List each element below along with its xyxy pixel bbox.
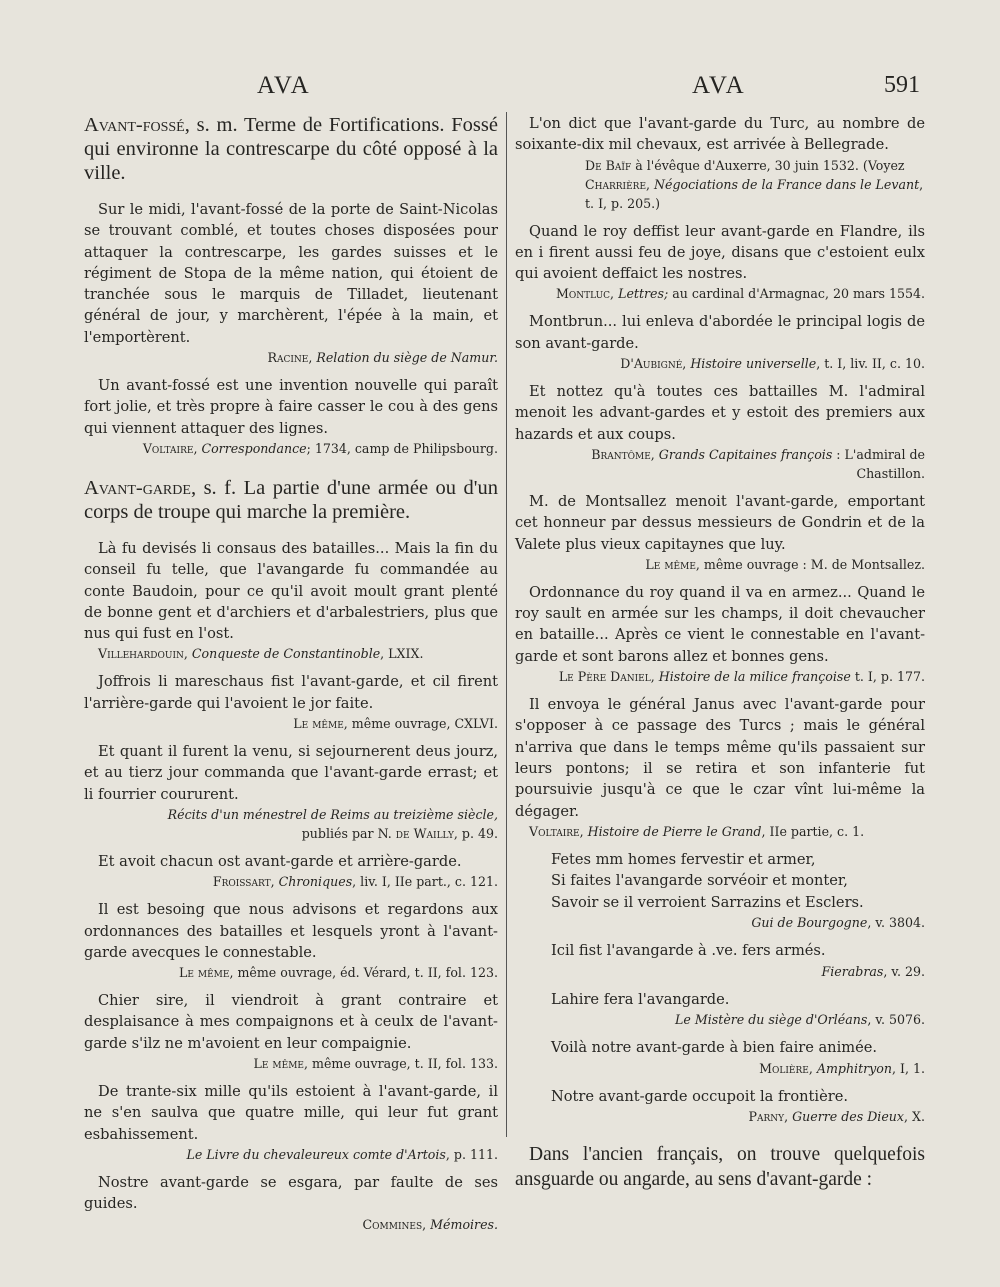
- citation-detail: : L'admiral de Chastillon.: [832, 446, 925, 481]
- page-number: 591: [884, 72, 920, 98]
- citation-detail: ; 1734, camp de Philipsbourg.: [306, 440, 498, 456]
- quotation: Un avant-fossé est une invention nouvelle qui paraît fort jolie, et très propre à faire casser le cou à des gens qui viennent attaquer des lignes.: [84, 377, 498, 437]
- column-divider: [506, 112, 507, 1137]
- citation-detail: même ouvrage, CXLVI.: [351, 716, 498, 732]
- verse-block: [551, 1086, 925, 1108]
- citation-work: Amphitryon: [816, 1060, 892, 1076]
- quotation: Et avoit chacun ost avant-garde et arrière-garde.: [98, 852, 462, 870]
- citation: [515, 913, 925, 932]
- quotation: Et nottez qu'à toutes ces battailles M. l'admiral menoit les advant-gardes et y estoit des premiers aux hazards et aux coups.: [515, 383, 925, 443]
- citation-work: Fierabras: [821, 963, 884, 979]
- citation: [515, 555, 925, 574]
- citation-detail: au cardinal d'Armagnac, 20 mars 1554.: [668, 286, 925, 302]
- left-column: [84, 113, 498, 1242]
- citation-author: Commines,: [362, 1216, 431, 1232]
- quotation: Il envoya le général Janus avec l'avant-garde pour s'opposer à ce passage des Turcs ; mais le général n'arriva que dans le temps même qu'ils passaient sur leurs pontons; il se retira et son infanterie fut poursuivie jusqu'à ce que le czar vînt lui-même la dégager.: [515, 696, 925, 820]
- citation: [84, 963, 498, 982]
- citation-work: Histoire de la milice françoise: [658, 669, 851, 685]
- citation: [84, 1215, 498, 1234]
- quotation: De trante-six mille qu'ils estoient à l'avant-garde, il ne s'en saulva que quatre mille, qui leur fut grant esbahissement.: [84, 1083, 498, 1143]
- citation: [515, 822, 925, 841]
- citation-detail: même ouvrage : M. de Montsallez.: [703, 556, 925, 572]
- citation-author: Le même,: [178, 965, 238, 981]
- verse-line: Fetes mm homes fervestir et armer,: [551, 850, 816, 868]
- quotation: Nostre avant-garde se esgara, par faulte de ses guides.: [84, 1173, 498, 1213]
- citation-work: Correspondance: [201, 440, 307, 456]
- quotation: Quand le roy deffist leur avant-garde en Flandre, ils en i firent aussi feu de joye, disans que c'estoient eulx qui avoient deffaict les nostres.: [515, 222, 925, 283]
- citation-work: Récits d'un ménestrel de Reims au treizième siècle,: [167, 806, 498, 822]
- citation-author: Montluc,: [555, 286, 619, 302]
- quotation: Et quant il furent la venu, si sejournerent deus jourz, et au tierz jour commanda que l'avant-garde errast; et li fourrier coururent.: [84, 743, 498, 803]
- citation-work: Gui de Bourgogne: [751, 915, 868, 931]
- citation-detail: , v. 3804.: [867, 915, 925, 931]
- citation-author: Froissart,: [212, 874, 279, 890]
- citation-author: N. de Wailly: [377, 825, 454, 841]
- citation-author: Le même,: [253, 1056, 312, 1072]
- citation: [515, 1010, 925, 1029]
- citation-detail: , IIe partie, c. 1.: [761, 823, 865, 839]
- citation-work: Histoire de Pierre le Grand: [587, 823, 762, 839]
- citation: [515, 284, 925, 303]
- headword: Avant-garde: [84, 476, 191, 499]
- definition: , s. f. La partie d'une armée ou d'un corps de troupe qui marche la première.: [84, 476, 498, 523]
- quotation: Montbrun... lui enleva d'abordée le principal logis de son avant-garde.: [515, 313, 925, 352]
- citation: [515, 962, 925, 981]
- citation: [515, 667, 925, 686]
- verse-line: Icil fist l'avangarde à .ve. fers armés.: [551, 942, 826, 960]
- citation-work: Guerre des Dieux: [792, 1109, 905, 1125]
- quotation: Ordonnance du roy quand il va en armez... Quand le roy sault en armée sur les champs, il doit chevaucher en bataille... Après ce vient le connestable en l'avant-garde et sont barons allez et bonnes gens.: [515, 583, 925, 665]
- citation-work: Négociations de la France dans le Levant: [654, 176, 920, 192]
- citation-author: Brantôme,: [591, 446, 659, 462]
- quotation: L'on dict que l'avant-garde du Turc, au nombre de soixante-dix mil chevaux, est arrivée à Bellegrade.: [515, 115, 925, 154]
- citation-detail: publiés par: [301, 825, 378, 841]
- citation: [515, 1107, 925, 1126]
- citation: [515, 1059, 925, 1078]
- citation-work: Relation du siège de Namur.: [316, 350, 498, 366]
- citation-detail: même ouvrage, éd. Vérard, t. II, fol. 123.: [237, 965, 498, 981]
- closing-paragraph: Dans l'ancien français, on trouve quelquefois ansguarde ou angarde, au sens d'avant-garde :: [515, 1144, 925, 1191]
- citation-author: Le même,: [293, 716, 352, 732]
- citation-work: Histoire universelle: [690, 356, 817, 372]
- entry-avant-garde: [84, 476, 498, 524]
- citation-detail: même ouvrage, t. II, fol. 133.: [312, 1056, 498, 1072]
- verse-block: [551, 989, 925, 1011]
- citation-author: Le Père Daniel,: [558, 669, 659, 685]
- quotation: Chier sire, il viendroit à grant contraire et desplaisance à mes compaignons et à ceulx de l'avant-garde s'ilz ne m'avoient en leur compaignie.: [84, 992, 498, 1052]
- citation: [84, 1145, 498, 1164]
- citation-detail: , v. 29.: [883, 963, 925, 979]
- citation-author: De Baïf: [585, 157, 636, 173]
- citation: [84, 805, 498, 843]
- verse-block: [551, 940, 925, 962]
- citation: [515, 156, 925, 213]
- citation-author: Racine,: [267, 350, 317, 366]
- citation-author: Voltaire,: [529, 823, 588, 839]
- citation: [84, 1054, 498, 1073]
- citation-detail: , LXIX.: [380, 646, 424, 662]
- definition: , s. m. Terme de Fortifications. Fossé qui environne la contrescarpe du côté opposé à la ville.: [84, 114, 498, 184]
- citation-author: Parny,: [748, 1109, 793, 1125]
- citation-page: , p. 49.: [453, 825, 498, 841]
- citation-detail: , p. 111.: [445, 1146, 498, 1162]
- citation-detail: , X.: [904, 1109, 925, 1125]
- citation-author: D'Aubigné,: [620, 356, 691, 372]
- citation-author: Voltaire,: [142, 440, 202, 456]
- citation-detail: t. I, p. 177.: [850, 669, 925, 685]
- citation-author: Le même,: [645, 556, 704, 572]
- verse-line: Voilà notre avant-garde à bien faire animée.: [551, 1039, 878, 1057]
- verse-block: [551, 1037, 925, 1059]
- citation-work: Lettres;: [618, 286, 669, 302]
- citation-work: Le Mistère du siège d'Orléans: [675, 1012, 868, 1028]
- citation: [84, 872, 498, 891]
- verse-line: Lahire fera l'avangarde.: [551, 990, 730, 1008]
- citation-detail: , v. 5076.: [867, 1012, 925, 1028]
- right-column: [515, 113, 925, 1192]
- entry-avant-fosse: [84, 113, 498, 185]
- right-running-head: AVA: [692, 72, 746, 99]
- citation-work: Le Livre du chevaleureux comte d'Artois: [186, 1146, 446, 1162]
- citation-author: Villehardouin,: [98, 646, 192, 662]
- left-running-head: AVA: [257, 72, 311, 99]
- citation-detail: , liv. I, IIe part., c. 121.: [352, 874, 498, 890]
- verse-line: Savoir se il verroient Sarrazins et Esclers.: [551, 893, 864, 911]
- citation-detail: , t. I, p. 205.): [585, 176, 924, 211]
- citation: [84, 644, 498, 663]
- verse-line: Si faites l'avangarde sorvéoir et monter,: [551, 872, 848, 890]
- quotation: M. de Montsallez menoit l'avant-garde, emportant cet honneur par dessus messieurs de Gondrin et de la Valete plus vieux capitaynes que luy.: [515, 492, 925, 553]
- citation-detail: à l'évêque d'Auxerre, 30 juin 1532. (Voyez: [635, 157, 905, 173]
- headword: Avant-fossé: [84, 114, 185, 136]
- citation: [515, 354, 925, 373]
- citation-work: Conqueste de Constantinoble: [191, 646, 381, 662]
- verse-block: [551, 849, 925, 914]
- citation-author: Charrière,: [585, 176, 655, 192]
- quotation: Il est besoing que nous advisons et regardons aux ordonnances des batailles et lesquels yront à l'avant-garde avecques le connestable.: [84, 901, 498, 961]
- citation-work: Mémoires.: [430, 1216, 498, 1232]
- citation: [84, 348, 498, 367]
- citation-author: Molière,: [759, 1060, 817, 1076]
- quotation: Sur le midi, l'avant-fossé de la porte de Saint-Nicolas se trouvant comblé, et toutes choses disposées pour attaquer la contrescarpe, les gardes suisses et le régiment de Stopa de la même nation, qui étoient de tranchée sous le marquis de Tilladet, lieutenant général de jour, y marchèrent, l'épée à la main, et l'emportèrent.: [84, 201, 498, 346]
- quotation: Là fu devisés li consaus des batailles... Mais la fin du conseil fu telle, que l'avangarde fu commandée au conte Baudoin, pour ce qu'il avoit moult grant plenté de bonne gent et d'archiers et d'arbalestriers, plus que nus qui fust en l'ost.: [84, 539, 498, 643]
- citation-work: Grands Capitaines françois: [658, 446, 833, 462]
- citation: [515, 445, 925, 483]
- quotation: Joffrois li mareschaus fist l'avant-garde, et cil firent l'arrière-garde qui l'avoient le jor faite.: [84, 673, 498, 712]
- verse-line: Notre avant-garde occupoit la frontière.: [551, 1087, 848, 1105]
- citation: [84, 439, 498, 458]
- citation-detail: , t. I, liv. II, c. 10.: [816, 356, 925, 372]
- citation-detail: , I, 1.: [891, 1060, 925, 1076]
- citation: [84, 714, 498, 733]
- citation-work: Chroniques: [278, 874, 353, 890]
